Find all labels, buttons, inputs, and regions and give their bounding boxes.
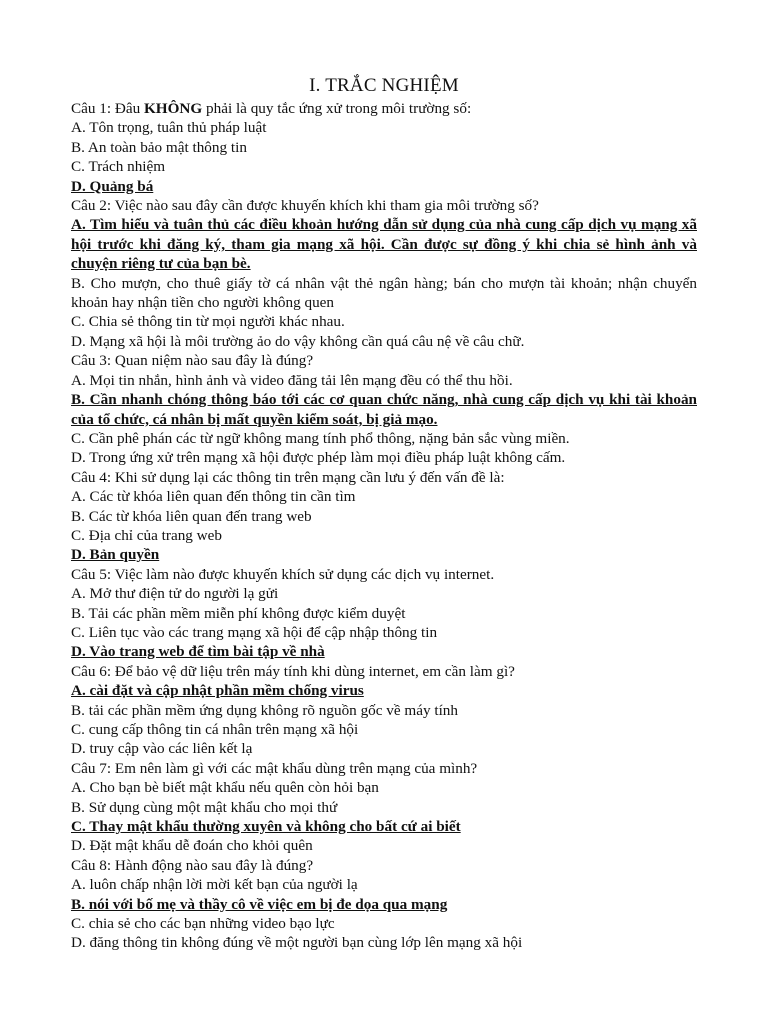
option-a-correct: A. cài đặt và cập nhật phần mềm chống virus xyxy=(71,682,364,700)
option-a: A. Mọi tin nhắn, hình ảnh và video đăng tải lên mạng đều có thể thu hồi. xyxy=(71,371,513,389)
option-c-correct: C. Thay mật khẩu thường xuyên và không cho bất cứ ai biết xyxy=(71,818,461,836)
question-stem-prefix: Câu 1: Đâu xyxy=(71,100,144,117)
option-b: B. Các từ khóa liên quan đến trang web xyxy=(71,507,312,525)
question-stem: Câu 6: Để bảo vệ dữ liệu trên máy tính khi dùng internet, em cần làm gì? xyxy=(71,662,515,680)
question-5 xyxy=(71,565,697,662)
question-8 xyxy=(71,856,697,953)
question-stem: Câu 2: Việc nào sau đây cần được khuyến khích khi tham gia môi trường số? xyxy=(71,197,539,215)
option-d: D. Trong ứng xử trên mạng xã hội được phép làm mọi điều pháp luật không cấm. xyxy=(71,449,566,467)
question-6 xyxy=(71,662,697,759)
page-title: I. TRẮC NGHIỆM xyxy=(309,75,459,96)
question-3 xyxy=(71,351,697,467)
question-7 xyxy=(71,759,697,856)
question-stem: Câu 5: Việc làm nào được khuyến khích sử dụng các dịch vụ internet. xyxy=(71,565,495,583)
option-a-correct: A. Tìm hiểu và tuân thủ các điều khoản hướng dẫn sử dụng của nhà cung cấp dịch vụ mạng xã hội trước khi đăng ký, tham gia mạng xã hội. Cần được sự đồng ý khi chia sẻ hình ảnh và chuyện riêng tư của bạn bè. xyxy=(71,216,697,273)
option-b-correct: B. nói với bố mẹ và thầy cô về việc em bị đe dọa qua mạng xyxy=(71,895,448,913)
question-stem: Câu 8: Hành động nào sau đây là đúng? xyxy=(71,856,314,874)
document-page xyxy=(71,73,697,953)
option-b: B. Cho mượn, cho thuê giấy tờ cá nhân vật thẻ ngân hàng; bán cho mượn tài khoản; nhận chuyển khoản hay nhận tiền cho người không quen xyxy=(71,274,697,312)
option-b: B. Sử dụng cùng một mật khẩu cho mọi thứ xyxy=(71,798,338,816)
option-a: A. luôn chấp nhận lời mời kết bạn của người lạ xyxy=(71,876,358,894)
question-stem: Câu 3: Quan niệm nào sau đây là đúng? xyxy=(71,352,314,370)
option-c: C. Trách nhiệm xyxy=(71,158,166,176)
question-stem-emphasis: KHÔNG xyxy=(143,100,203,117)
question-4 xyxy=(71,468,697,565)
option-b: B. tải các phần mềm ứng dụng không rõ nguồn gốc về máy tính xyxy=(71,701,458,719)
option-d: D. đăng thông tin không đúng về một người bạn cùng lớp lên mạng xã hội xyxy=(71,934,523,952)
option-a: A. Mở thư điện tử do người lạ gửi xyxy=(71,585,279,603)
option-d: D. Đặt mật khẩu dễ đoán cho khỏi quên xyxy=(71,837,313,855)
option-d-correct: D. Quảng bá xyxy=(71,177,154,195)
question-1 xyxy=(71,99,697,196)
option-d: D. truy cập vào các liên kết lạ xyxy=(71,740,253,758)
option-c: C. Địa chỉ của trang web xyxy=(71,526,222,544)
option-c: C. Liên tục vào các trang mạng xã hội để cập nhập thông tin xyxy=(71,623,438,641)
option-a: A. Cho bạn bè biết mật khẩu nếu quên còn hỏi bạn xyxy=(71,779,379,797)
question-stem xyxy=(71,99,697,118)
option-c: C. Cần phê phán các từ ngữ không mang tính phổ thông, nặng bản sắc vùng miền. xyxy=(71,429,570,447)
option-b: B. Tải các phần mềm miễn phí không được kiểm duyệt xyxy=(71,604,406,622)
option-a: A. Tôn trọng, tuân thủ pháp luật xyxy=(71,119,267,137)
question-stem: Câu 4: Khi sử dụng lại các thông tin trên mạng cần lưu ý đến vấn đề là: xyxy=(71,468,505,486)
option-b-correct: B. Cần nhanh chóng thông báo tới các cơ quan chức năng, nhà cung cấp dịch vụ khi tài khoản của tổ chức, cá nhân bị mất quyền kiểm soát, bị giả mạo. xyxy=(71,391,697,428)
option-d: D. Mạng xã hội là môi trường ảo do vậy không cần quá câu nệ về câu chữ. xyxy=(71,332,525,350)
option-c: C. chia sẻ cho các bạn những video bạo lực xyxy=(71,915,335,933)
question-stem: Câu 7: Em nên làm gì với các mật khẩu dùng trên mạng của mình? xyxy=(71,759,478,777)
question-stem-suffix: phải là quy tắc ứng xử trong môi trường số: xyxy=(202,100,472,117)
option-c: C. Chia sẻ thông tin từ mọi người khác nhau. xyxy=(71,313,345,331)
option-b: B. An toàn bảo mật thông tin xyxy=(71,138,247,156)
option-d-correct: D. Bản quyền xyxy=(71,546,160,564)
option-c: C. cung cấp thông tin cá nhân trên mạng xã hội xyxy=(71,721,359,738)
option-d-correct: D. Vào trang web để tìm bài tập về nhà xyxy=(71,643,325,661)
question-2 xyxy=(71,196,697,351)
option-a: A. Các từ khóa liên quan đến thông tin cần tìm xyxy=(71,488,356,506)
